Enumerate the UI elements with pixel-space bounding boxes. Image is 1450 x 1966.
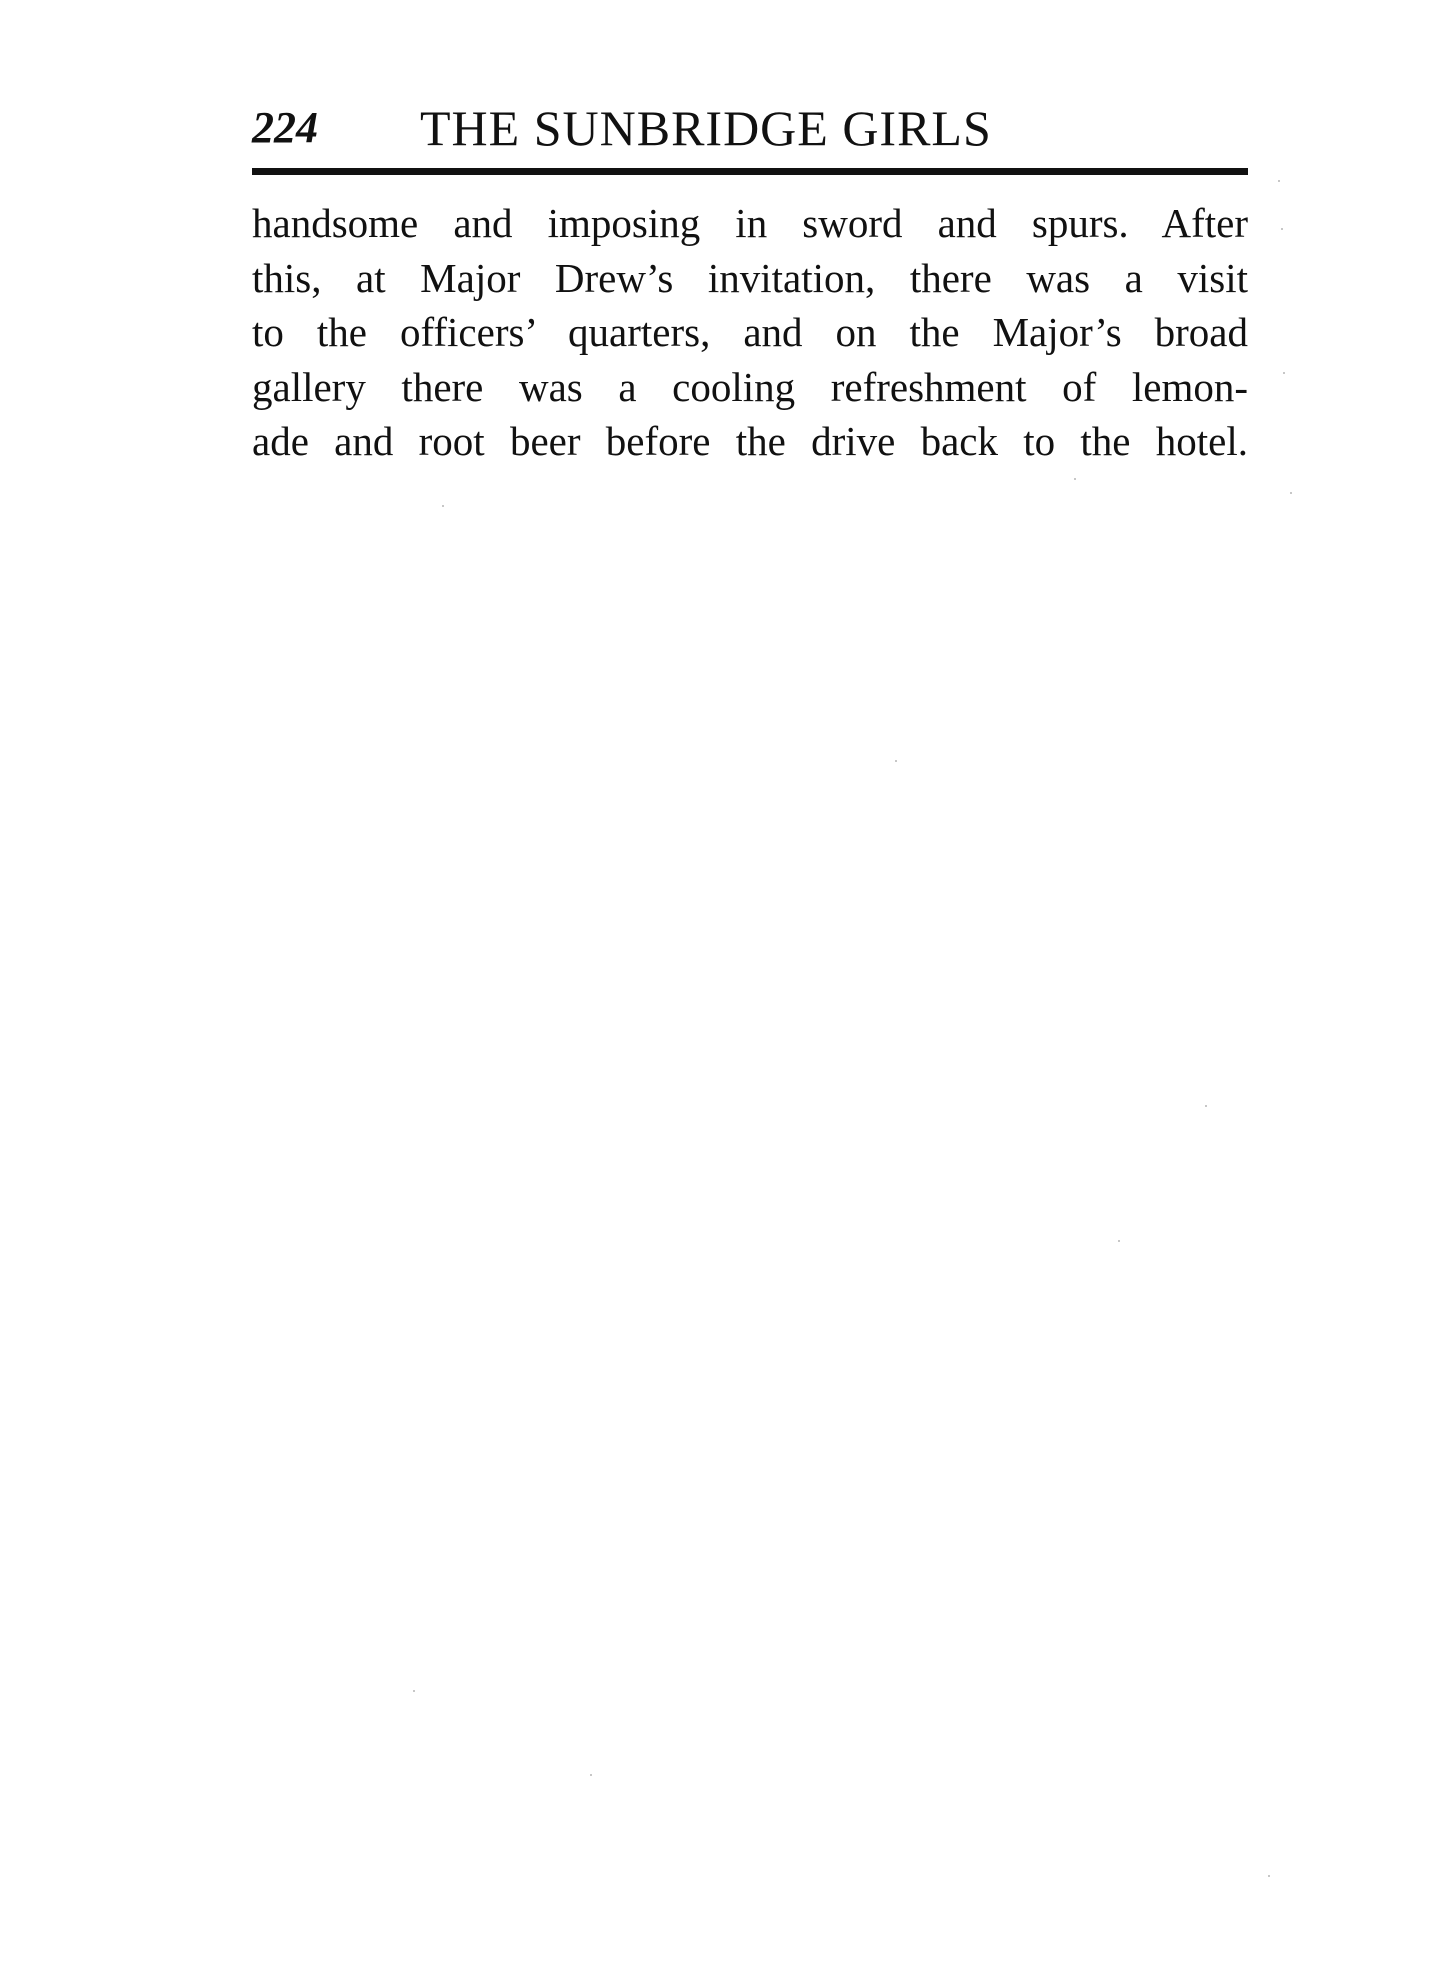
book-title: THE SUNBRIDGE GIRLS (420, 100, 992, 156)
scan-speck (1283, 372, 1285, 374)
scan-speck (895, 760, 897, 762)
scan-speck (1290, 492, 1292, 494)
scan-speck (442, 505, 444, 507)
scan-speck (590, 1774, 592, 1776)
scan-speck (413, 1690, 415, 1692)
scan-speck (1268, 1875, 1270, 1877)
text-line: gallery there was a cooling refreshment of lemon- (252, 363, 1248, 410)
running-head (252, 98, 1248, 158)
text-line: this, at Major Drew’s invitation, there was a visit (252, 254, 1248, 301)
page-number: 224 (252, 103, 318, 152)
text-line: handsome and imposing in sword and spurs. After (252, 200, 1248, 246)
scan-speck (1074, 478, 1076, 480)
scan-speck (1278, 180, 1280, 182)
body-text (252, 196, 1248, 469)
scan-speck (1118, 1240, 1120, 1242)
scan-speck (1205, 1105, 1207, 1107)
header-rule (252, 168, 1248, 175)
text-line: ade and root beer before the drive back to the hotel. (252, 418, 1248, 464)
text-line: to the officers’ quarters, and on the Major’s broad (252, 309, 1248, 355)
scan-speck (1281, 228, 1283, 230)
